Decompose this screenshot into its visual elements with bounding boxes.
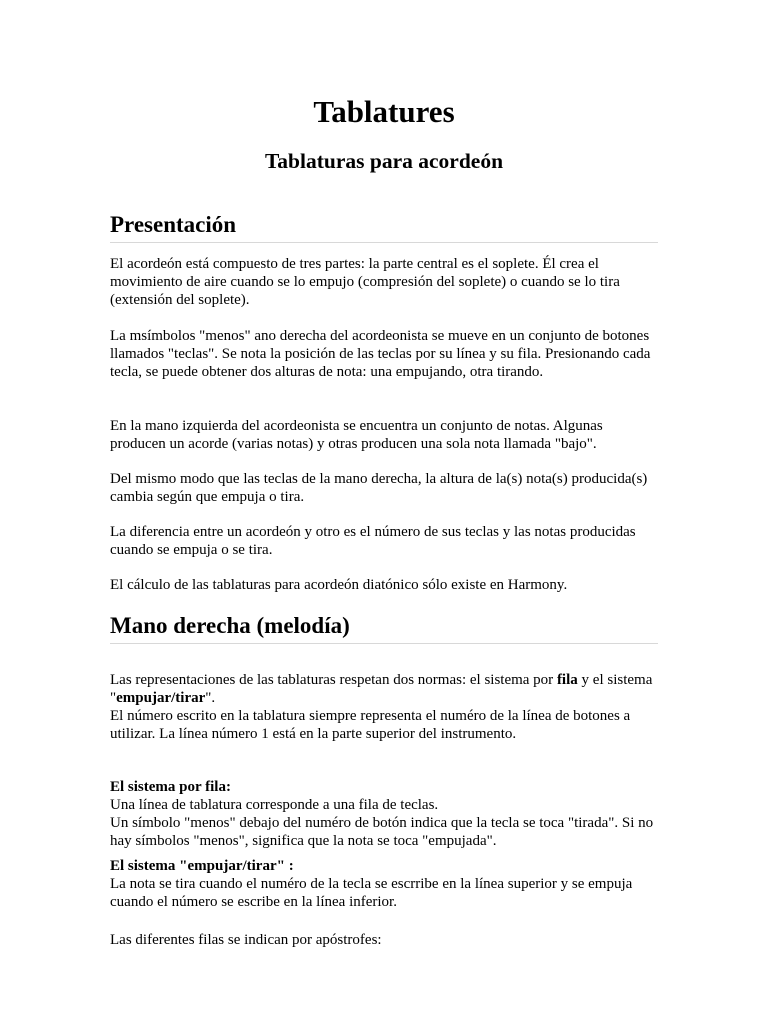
intro-text-3: ".	[205, 690, 216, 706]
page-title: Tablatures	[313, 94, 455, 129]
paragraph: La msímbolos "menos" ano derecha del acordeonista se mueve en un conjunto de botones llamados "teclas". Se nota la posición de las teclas por su línea y su fila. Presionando cada tecla, se puede obtener dos alturas de nota: una empujando, otra tirando.	[110, 328, 651, 380]
section-heading-presentacion: Presentación	[110, 210, 658, 243]
paragraph-sistema-fila	[110, 778, 658, 850]
paragraph: Del mismo modo que las teclas de la mano derecha, la altura de la(s) nota(s) producida(s) cambia según que empuja o tira.	[110, 471, 648, 505]
paragraph: El acordeón está compuesto de tres partes: la parte central es el soplete. Él crea el movimiento de aire cuando se lo empujo (compresión del soplete) o cuando se lo tira (extensión del soplete).	[110, 256, 620, 308]
page-subtitle: Tablaturas para acordeón	[264, 149, 504, 173]
fila-line-2: Un símbolo "menos" debajo del numéro de botón indica que la tecla se toca "tirada". Si no hay símbolos "menos", significa que la nota se toca "empujada".	[110, 815, 654, 849]
intro-bold-fila: fila	[556, 672, 578, 688]
paragraph-sistema-empujar	[110, 857, 658, 911]
paragraph: Las diferentes filas se indican por apóstrofes:	[110, 932, 382, 948]
paragraph: La diferencia entre un acordeón y otro es el número de sus teclas y las notas producidas cuando se empuja o se tira.	[110, 524, 636, 558]
paragraph-intro	[110, 671, 658, 743]
subheading-sistema-fila: El sistema por fila:	[110, 779, 231, 795]
empujar-line-1: La nota se tira cuando el numéro de la tecla se escrribe en la línea superior y se empuja cuando el número se escribe en la línea inferior.	[110, 876, 633, 910]
intro-text-line2: El número escrito en la tablatura siempre representa el numéro de la línea de botones a utilizar. La línea número 1 está en la parte superior del instrumento.	[110, 708, 631, 742]
intro-text-1: Las representaciones de las tablaturas respetan dos normas: el sistema por	[110, 672, 557, 688]
section-heading-mano-derecha: Mano derecha (melodía)	[110, 611, 658, 644]
fila-line-1: Una línea de tablatura corresponde a una fila de teclas.	[110, 797, 439, 813]
intro-bold-empujar: empujar/tirar	[116, 690, 206, 706]
paragraph: En la mano izquierda del acordeonista se encuentra un conjunto de notas. Algunas producen un acorde (varias notas) y otras producen una sola nota llamada "bajo".	[110, 418, 603, 452]
paragraph: El cálculo de las tablaturas para acordeón diatónico sólo existe en Harmony.	[110, 577, 568, 593]
subheading-sistema-empujar: El sistema "empujar/tirar" :	[110, 858, 294, 874]
intro-text-2: y el sistema "	[110, 672, 653, 706]
